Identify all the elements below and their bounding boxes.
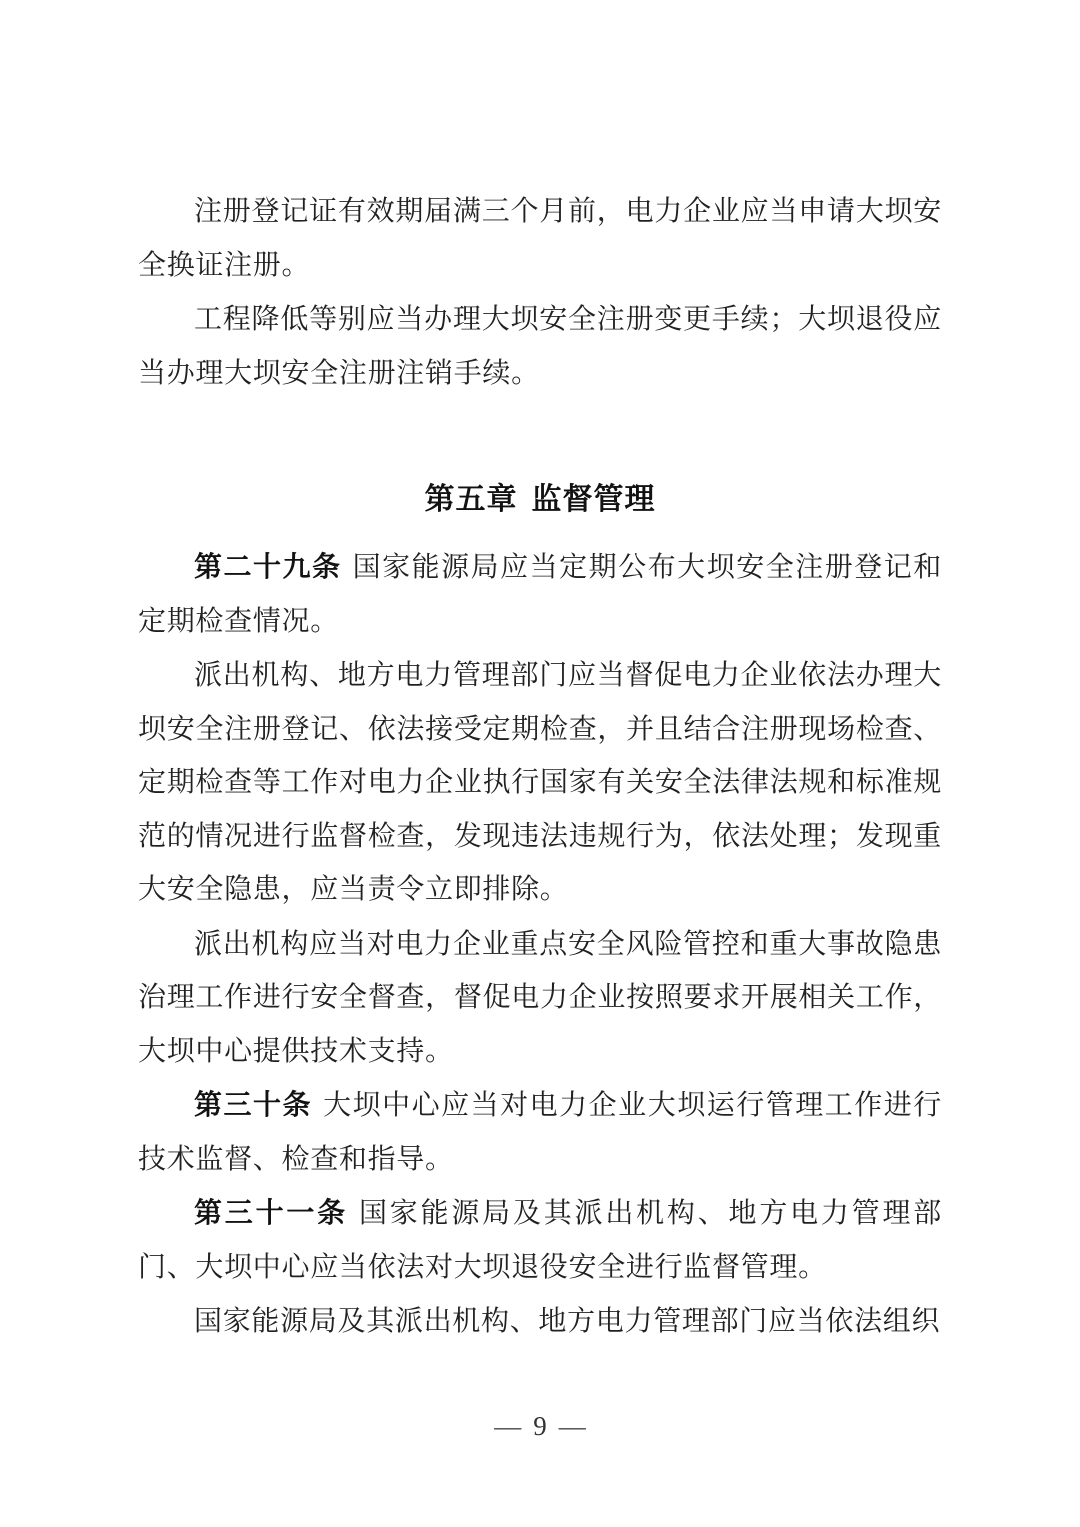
- paragraph: [138, 184, 942, 292]
- paragraph-text: 派出机构应当对电力企业重点安全风险管控和重大事故隐患治理工作进行安全督查，督促电力企业按照要求开展相关工作，大坝中心提供技术支持。: [138, 928, 942, 1067]
- paragraph: [138, 917, 942, 1079]
- paragraph-text: 注册登记证有效期届满三个月前，电力企业应当申请大坝安全换证注册。: [138, 196, 942, 281]
- paragraph-text: 国家能源局及其派出机构、地方电力管理部门、大坝中心应当依法对大坝退役安全进行监督管理。: [138, 1198, 942, 1283]
- paragraph: [138, 1078, 942, 1186]
- paragraph-text: 国家能源局及其派出机构、地方电力管理部门应当依法组织: [194, 1306, 941, 1337]
- paragraph-text: 派出机构、地方电力管理部门应当督促电力企业依法办理大坝安全注册登记、依法接受定期检查，并且结合注册现场检查、定期检查等工作对电力企业执行国家有关安全法律法规和标准规范的情况进行监督检查，发现违法违规行为，依法处理；发现重大安全隐患，应当责令立即排除。: [138, 660, 942, 905]
- paragraph-text: 国家能源局应当定期公布大坝安全注册登记和定期检查情况。: [138, 552, 942, 637]
- chapter-number: 第五章: [424, 483, 518, 516]
- paragraph: [138, 1186, 942, 1294]
- chapter-title: 监督管理: [531, 483, 656, 516]
- footer-dash-left: —: [494, 1411, 522, 1441]
- paragraph: [138, 540, 942, 648]
- paragraph: [138, 648, 942, 917]
- paragraph-text: 工程降低等别应当办理大坝安全注册变更手续；大坝退役应当办理大坝安全注册注销手续。: [138, 304, 942, 389]
- page-number: 9: [533, 1411, 547, 1441]
- paragraph-text: 大坝中心应当对电力企业大坝运行管理工作进行技术监督、检查和指导。: [138, 1090, 943, 1175]
- article-number: 第三十一条: [194, 1197, 348, 1228]
- paragraph: [138, 292, 942, 400]
- chapter-heading: [138, 473, 942, 527]
- article-number: 第二十九条: [194, 551, 342, 582]
- page-footer: [0, 1408, 1080, 1444]
- paragraph: [138, 1294, 942, 1349]
- footer-dash-right: —: [558, 1411, 586, 1441]
- article-number: 第三十条: [194, 1089, 313, 1120]
